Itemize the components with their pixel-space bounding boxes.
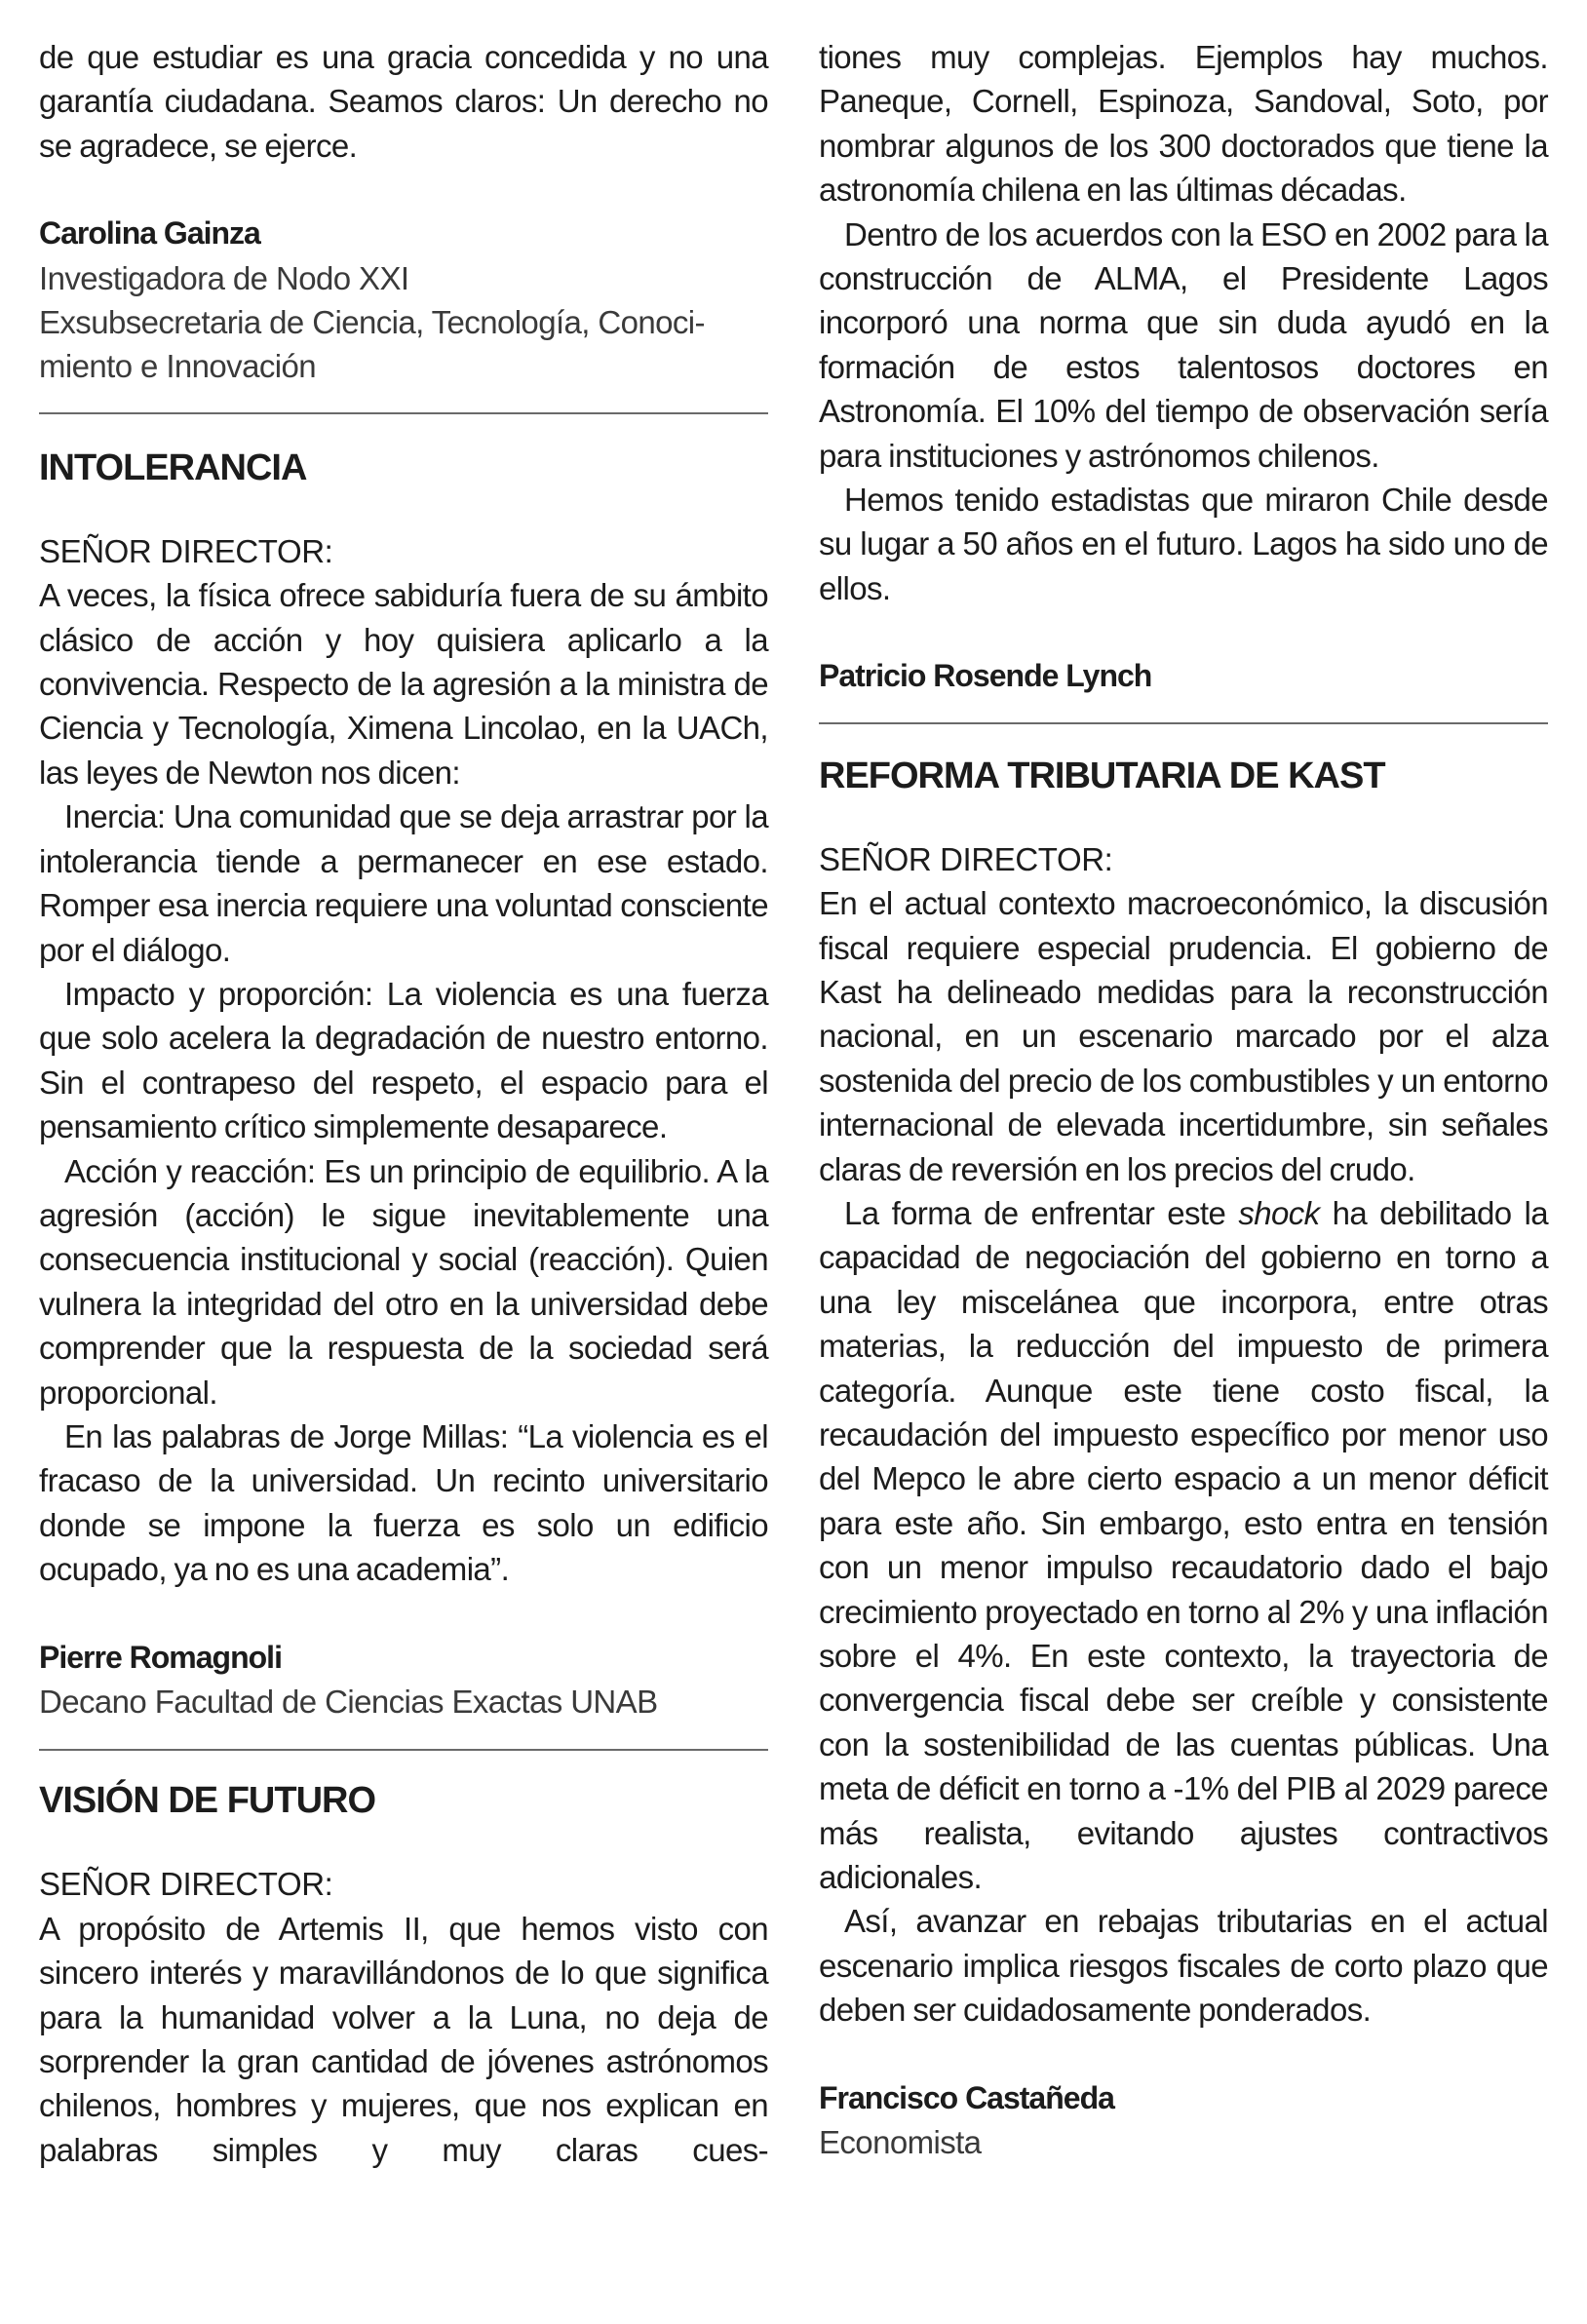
letter-continuation-paragraph: de que estudiar es una gracia concedida y no una garantía ciudadana. Seamos claros: Un derecho no se agradece, se ejerce. — [39, 39, 768, 164]
italic-term: shock — [1238, 1194, 1320, 1231]
letter-vision-de-futuro — [39, 1778, 768, 2172]
letter-paragraph: Impacto y proporción: La violencia es una fuerza que solo acelera la degradación de nuestro entorno. Sin el contrapeso del respeto, el espacio para el pensamiento crítico simplemente desaparece. — [39, 975, 768, 1145]
left-column — [39, 35, 768, 2172]
signature-name: Francisco Castañeda — [819, 2079, 1114, 2115]
letter-paragraph: A propósito de Artemis II, que hemos visto con sincero interés y maravillándonos de lo que significa para la humanidad volver a la Luna, no deja de sorprender la gran cantidad de jóvenes astrónomos chilenos, hombres y mujeres, que nos explican en palabras simples y muy claras cues- — [39, 1910, 768, 2168]
letter-paragraph: Hemos tenido estadistas que miraron Chile desde su lugar a 50 años en el futuro. Lagos ha sido uno de ellos. — [819, 482, 1548, 606]
letter-reforma-tributaria — [819, 754, 1548, 2165]
letter-paragraph: Así, avanzar en rebajas tributarias en el actual escenario implica riesgos fiscales de corto plazo que deben ser cuidadosamente ponderados. — [819, 1903, 1548, 2029]
letter-paragraph: tiones muy complejas. Ejemplos hay muchos. Paneque, Cornell, Espinoza, Sandoval, Soto, por nombrar algunos de los 300 doctorados que tiene la astronomía chilena en las últimas décadas. — [819, 39, 1548, 209]
letter-paragraph: Acción y reacción: Es un principio de equilibrio. A la agresión (acción) le sigue inevitablemente una consecuencia institucional y social (reacción). Quien vulnera la integridad del otro en la universidad debe comprender que la respuesta de la sociedad será proporcional. — [39, 1152, 768, 1411]
signature-title: Economista — [819, 2124, 982, 2161]
letter-paragraph: A veces, la física ofrece sabiduría fuera de su ámbito clásico de acción y hoy quisiera aplicarlo a la convivencia. Respecto de la agresión a la ministra de Ciencia y Tecnología, Ximena Lincolao, en la UACh, las leyes de Newton nos dicen: — [39, 577, 768, 791]
signature-title: miento e Innovación — [39, 348, 316, 385]
section-heading: INTOLERANCIA — [39, 446, 307, 488]
signature-title: Decano Facultad de Ciencias Exactas UNAB — [39, 1684, 658, 1720]
letter-vision-de-futuro-continued — [819, 35, 1548, 699]
right-column — [819, 35, 1548, 2164]
letter-paragraph — [819, 1191, 1548, 1900]
letter-signature-block — [39, 212, 768, 389]
letter-paragraph: Dentro de los acuerdos con la ESO en 2002 para la construcción de ALMA, el Presidente Lagos incorporó una norma que sin duda ayudó en la formación de estos talentosos doctores en Astronomía. El 10% del tiempo de observación sería para instituciones y astrónomos chilenos. — [819, 215, 1548, 474]
letter-paragraph: En el actual contexto macroeconómico, la discusión fiscal requiere especial prudencia. El gobierno de Kast ha delineado medidas para la reconstrucción nacional, en un escenario marcado por el alza sostenida del precio de los combustibles y un entorno internacional de elevada incertidumbre, sin señales claras de reversión en los precios del crudo. — [819, 885, 1548, 1187]
signature-title: Investigadora de Nodo XXI — [39, 259, 409, 296]
signature-name: Carolina Gainza — [39, 215, 260, 252]
signature-name: Patricio Rosende Lynch — [819, 658, 1152, 694]
text-run: La forma de enfrentar este — [844, 1194, 1239, 1231]
section-heading: VISIÓN DE FUTURO — [39, 1780, 376, 1822]
text-run: ha debilitado la capacidad de negociación del gobierno en torno a una ley miscelánea que incorpora, entre otras materias, la reducción del impuesto de primera categoría. Aunque este tiene costo fiscal, la recaudación del impuesto específico por menor uso del Mepco le abre cierto espacio a un menor déficit para este año. Sin embargo, esto entra en tensión con un menor impulso recaudatorio dado el bajo crecimiento proyectado en torno al 2% y una inflación sobre el 4%. En este contexto, la trayectoria de convergencia fiscal debe ser creíble y consistente con la sostenibilidad de las cuentas públicas. Una meta de déficit en torno a -1% del PIB al 2029 parece más realista, evitando ajustes contractivos adicionales. — [819, 1194, 1548, 1896]
signature-title: Exsubsecretaria de Ciencia, Tecnología, Conoci- — [39, 304, 705, 341]
letter-paragraph: En las palabras de Jorge Millas: “La violencia es el fracaso de la universidad. Un recinto universitario donde se impone la fuerza es solo un edificio ocupado, ya no es una academia”. — [39, 1417, 768, 1588]
salutation: SEÑOR DIRECTOR: — [39, 1866, 333, 1903]
signature-name: Pierre Romagnoli — [39, 1639, 282, 1675]
letter-intolerancia — [39, 445, 768, 1724]
letter-paragraph: Inercia: Una comunidad que se deja arrastrar por la intolerancia tiende a permanecer en ese estado. Romper esa inercia requiere una voluntad consciente por el diálogo. — [39, 798, 768, 968]
section-heading: REFORMA TRIBUTARIA DE KAST — [819, 755, 1385, 796]
salutation: SEÑOR DIRECTOR: — [819, 840, 1113, 877]
salutation: SEÑOR DIRECTOR: — [39, 532, 333, 569]
